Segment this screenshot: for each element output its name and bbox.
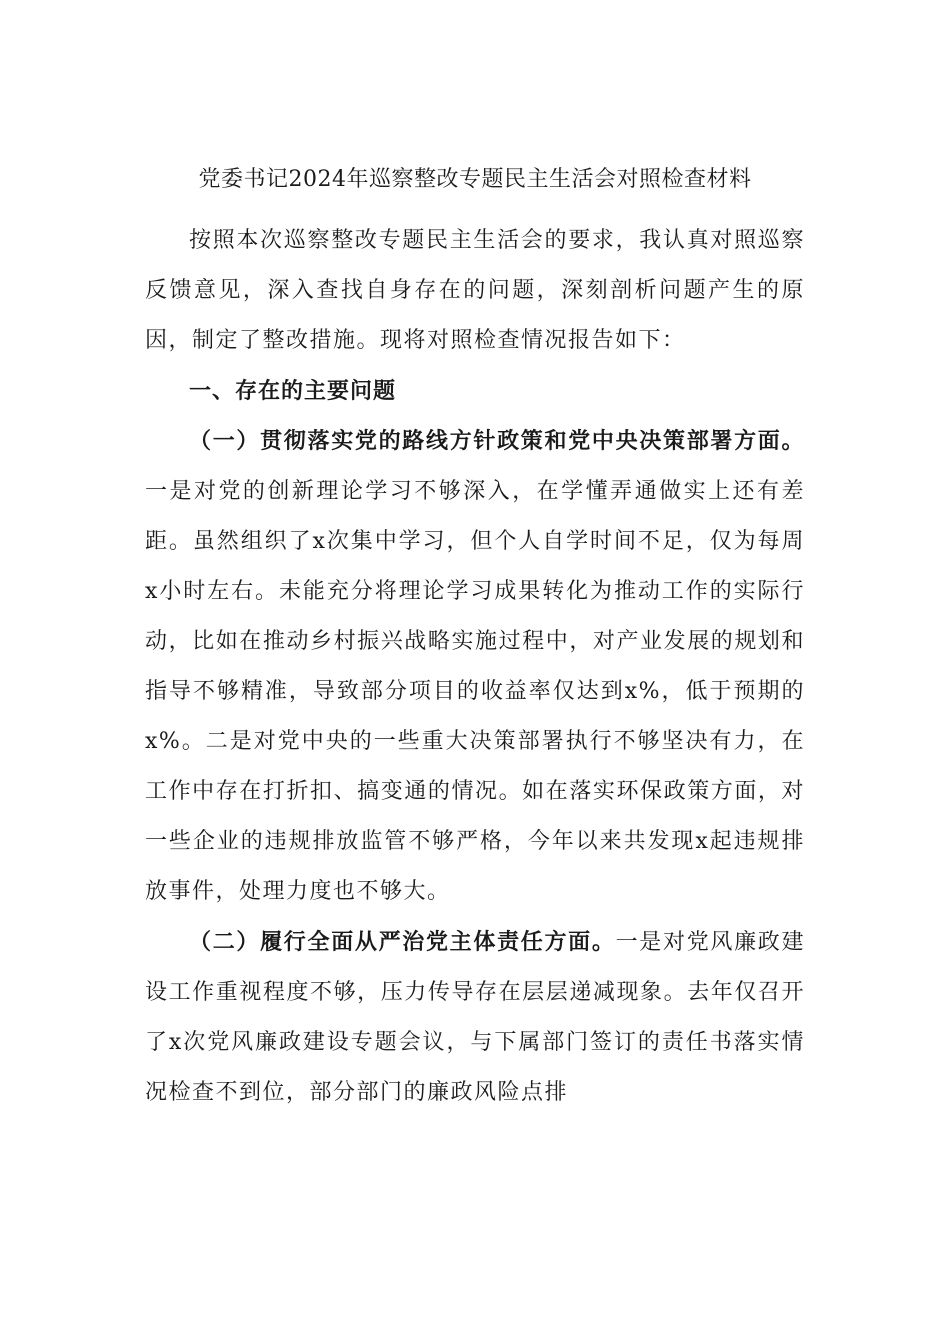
item-paragraph-1 — [145, 416, 805, 917]
item-paragraph-2 — [145, 917, 805, 1118]
document-title: 党委书记2024年巡察整改专题民主生活会对照检查材料 — [198, 167, 752, 192]
intro-paragraph: 按照本次巡察整改专题民主生活会的要求，我认真对照巡察反馈意见，深入查找自身存在的问题，深刻剖析问题产生的原因，制定了整改措施。现将对照检查情况报告如下： — [145, 228, 805, 353]
item-heading-2: （二）履行全面从严治党主体责任方面。 — [189, 929, 616, 955]
item-heading-1: （一）贯彻落实党的路线方针政策和党中央决策部署方面。 — [189, 428, 805, 454]
document-page — [145, 150, 805, 1118]
item-body-2: 一是对党风廉政建设工作重视程度不够，压力传导存在层层递减现象。去年仅召开了x次党风廉政建设专题会议，与下属部门签订的责任书落实情况检查不到位，部分部门的廉政风险点排 — [145, 930, 805, 1105]
section-heading: 一、存在的主要问题 — [189, 378, 397, 404]
item-body-1: 一是对党的创新理论学习不够深入，在学懂弄通做实上还有差距。虽然组织了x次集中学习，但个人自学时间不足，仅为每周x小时左右。未能充分将理论学习成果转化为推动工作的实际行动，比如在推动乡村振兴战略实施过程中，对产业发展的规划和指导不够精准，导致部分项目的收益率仅达到x%，低于预期的x%。二是对党中央的一些重大决策部署执行不够坚决有力，在工作中存在打折扣、搞变通的情况。如在落实环保政策方面，对一些企业的违规排放监管不够严格，今年以来共发现x起违规排放事件，处理力度也不够大。 — [145, 479, 805, 904]
